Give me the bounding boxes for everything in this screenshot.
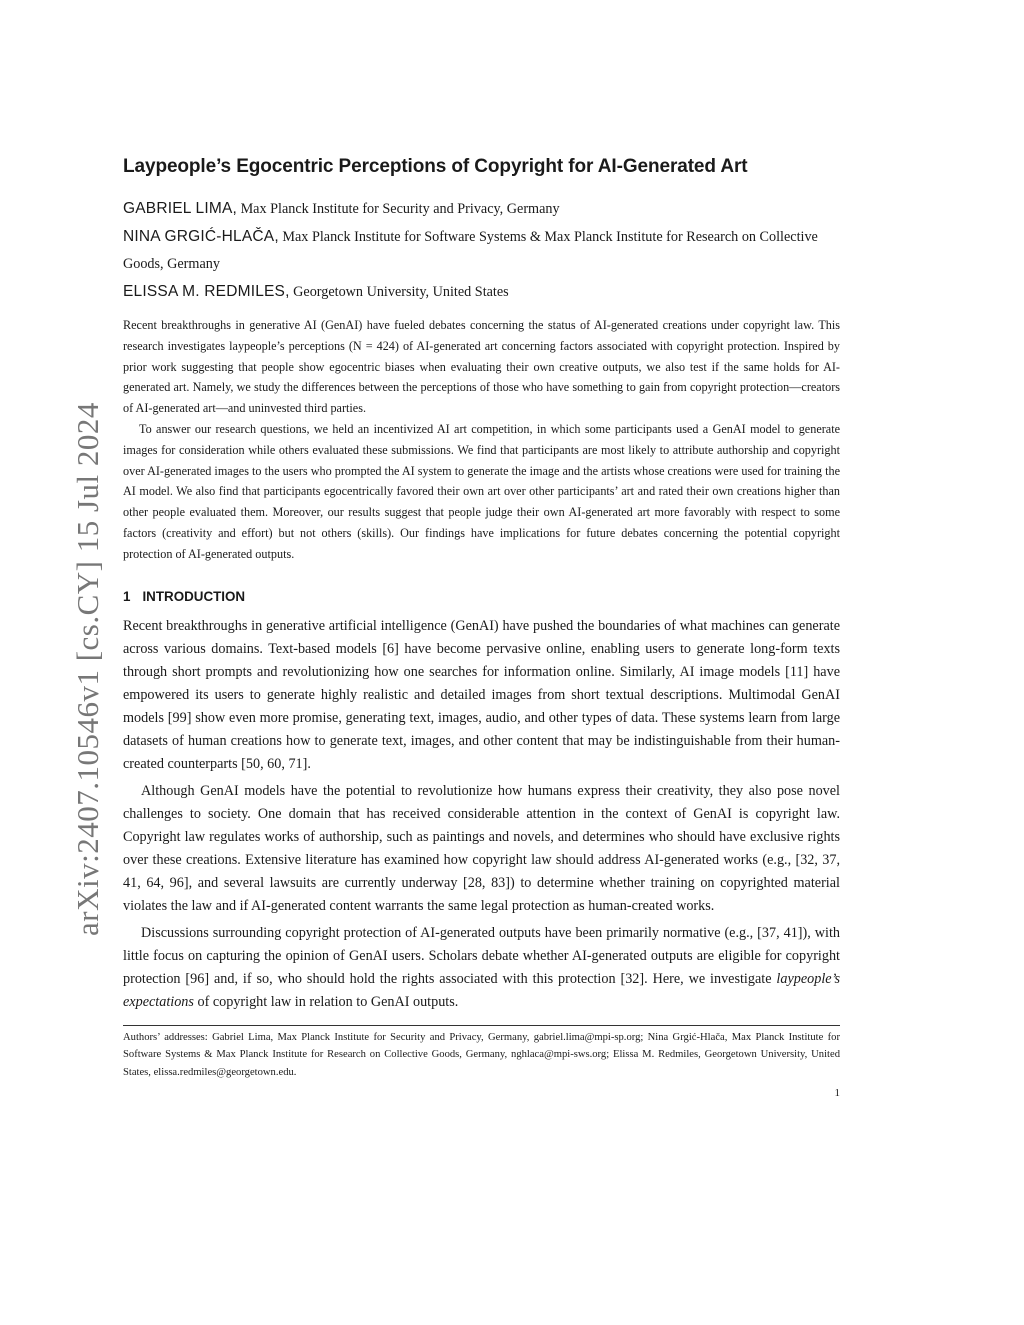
footnote-divider: [123, 1025, 840, 1026]
section-title: INTRODUCTION: [142, 588, 246, 604]
author-affiliation: Georgetown University, United States: [289, 284, 509, 300]
author-affiliation: Max Planck Institute for Software Systems & Max Planck Institute for Research on Collective Goods, Germany: [123, 229, 818, 272]
paper-page: [123, 150, 840, 1099]
section-heading: [123, 587, 840, 607]
author-entry: [123, 223, 840, 278]
arxiv-identifier-text: arXiv:2407.10546v1 [cs.CY] 15 Jul 2024: [70, 402, 105, 936]
abstract-paragraph: Recent breakthroughs in generative AI (GenAI) have fueled debates concerning the status of AI-generated creations under copyright law. This research investigates laypeople’s perceptions (N = 424) of AI-generated art concerning factors associated with copyright protection. Inspired by prior work suggesting that people show egocentric biases when evaluating their own creative outputs, we also test if the same holds for AI-generated art. Namely, we study the differences between the perceptions of those who have something to gain from copyright protection—creators of AI-generated art—and uninvested third parties.: [123, 318, 840, 416]
section-number: 1: [123, 588, 131, 604]
author-list: [123, 195, 840, 306]
body-paragraph: Recent breakthroughs in generative artificial intelligence (GenAI) have pushed the boundaries of what machines can generate across various domains. Text-based models [6] have become pervasive online, enabling users to generate long-form texts through short prompts and revolutionizing how one searches for information online. Similarly, AI image models [11] have empowered its users to generate highly realistic and detailed images from short textual descriptions. Multimodal GenAI models [99] show even more promise, generating text, images, audio, and other types of data. These systems learn from large datasets of human creations how to generate text, images, and other content that may be indistinguishable from their human-created counterparts [50, 60, 71].: [123, 617, 840, 772]
author-affiliation: Max Planck Institute for Security and Privacy, Germany: [237, 201, 560, 217]
body-text-run: of copyright law in relation to GenAI outputs.: [193, 993, 459, 1010]
author-name: ELISSA M. REDMILES,: [123, 283, 290, 300]
body-paragraph: [123, 922, 840, 1014]
abstract: [123, 315, 840, 565]
paper-title: Laypeople’s Egocentric Perceptions of Copyright for AI-Generated Art: [123, 156, 748, 177]
body-text: [123, 615, 840, 1014]
author-name: GABRIEL LIMA,: [123, 200, 238, 217]
author-entry: [123, 278, 840, 306]
author-name: NINA GRGIĆ-HLAČA,: [123, 228, 279, 245]
arxiv-identifier: [34, 366, 105, 936]
page-number: 1: [834, 1087, 840, 1100]
authors-addresses-footnote: Authors’ addresses: Gabriel Lima, Max Planck Institute for Security and Privacy, Germany, gabriel.lima@mpi-sp.org; Nina Grgić-Hlača, Max Planck Institute for Software Systems & Max Planck Institute for Research on Collective Goods, Germany, nghlaca@mpi-sws.org; Elissa M. Redmiles, Georgetown University, United States, elissa.redmiles@georgetown.edu.: [123, 1031, 840, 1078]
body-text-run: Discussions surrounding copyright protection of AI-generated outputs have been primarily normative (e.g., [37, 41]), with little focus on capturing the opinion of GenAI users. Scholars debate whether AI-generated outputs are eligible for copyright protection [96] and, if so, who should hold the rights associated with this protection [32]. Here, we investigate: [123, 924, 840, 987]
author-entry: [123, 195, 840, 223]
abstract-paragraph: To answer our research questions, we held an incentivized AI art competition, in which some participants used a GenAI model to generate images for consideration while others evaluated these submissions. We find that participants are most likely to attribute authorship and copyright over AI-generated images to the users who prompted the AI system to generate the image and the artists whose creations were used for training the AI model. We also find that participants egocentrically favored their own art over other participants’ art and rated their own creations higher than other people evaluated them. Moreover, our results suggest that people judge their own AI-generated art more favorably with respect to some factors (creativity and effort) but not others (skills). Our findings have implications for future debates concerning the potential copyright protection of AI-generated outputs.: [123, 421, 840, 561]
body-paragraph: Although GenAI models have the potential to revolutionize how humans express their creativity, they also pose novel challenges to society. One domain that has received considerable attention in the context of GenAI is copyright law. Copyright law regulates works of authorship, such as paintings and novels, and determines who should have exclusive rights over these creations. Extensive literature has examined how copyright law should address AI-generated works (e.g., [32, 37, 41, 64, 96], and several lawsuits are currently underway [28, 83]) to determine whether training on copyrighted material violates the law and if AI-generated content warrants the same legal protection as human-created works.: [123, 782, 840, 914]
emphasized-term: laypeople’s expectations: [123, 970, 840, 1010]
